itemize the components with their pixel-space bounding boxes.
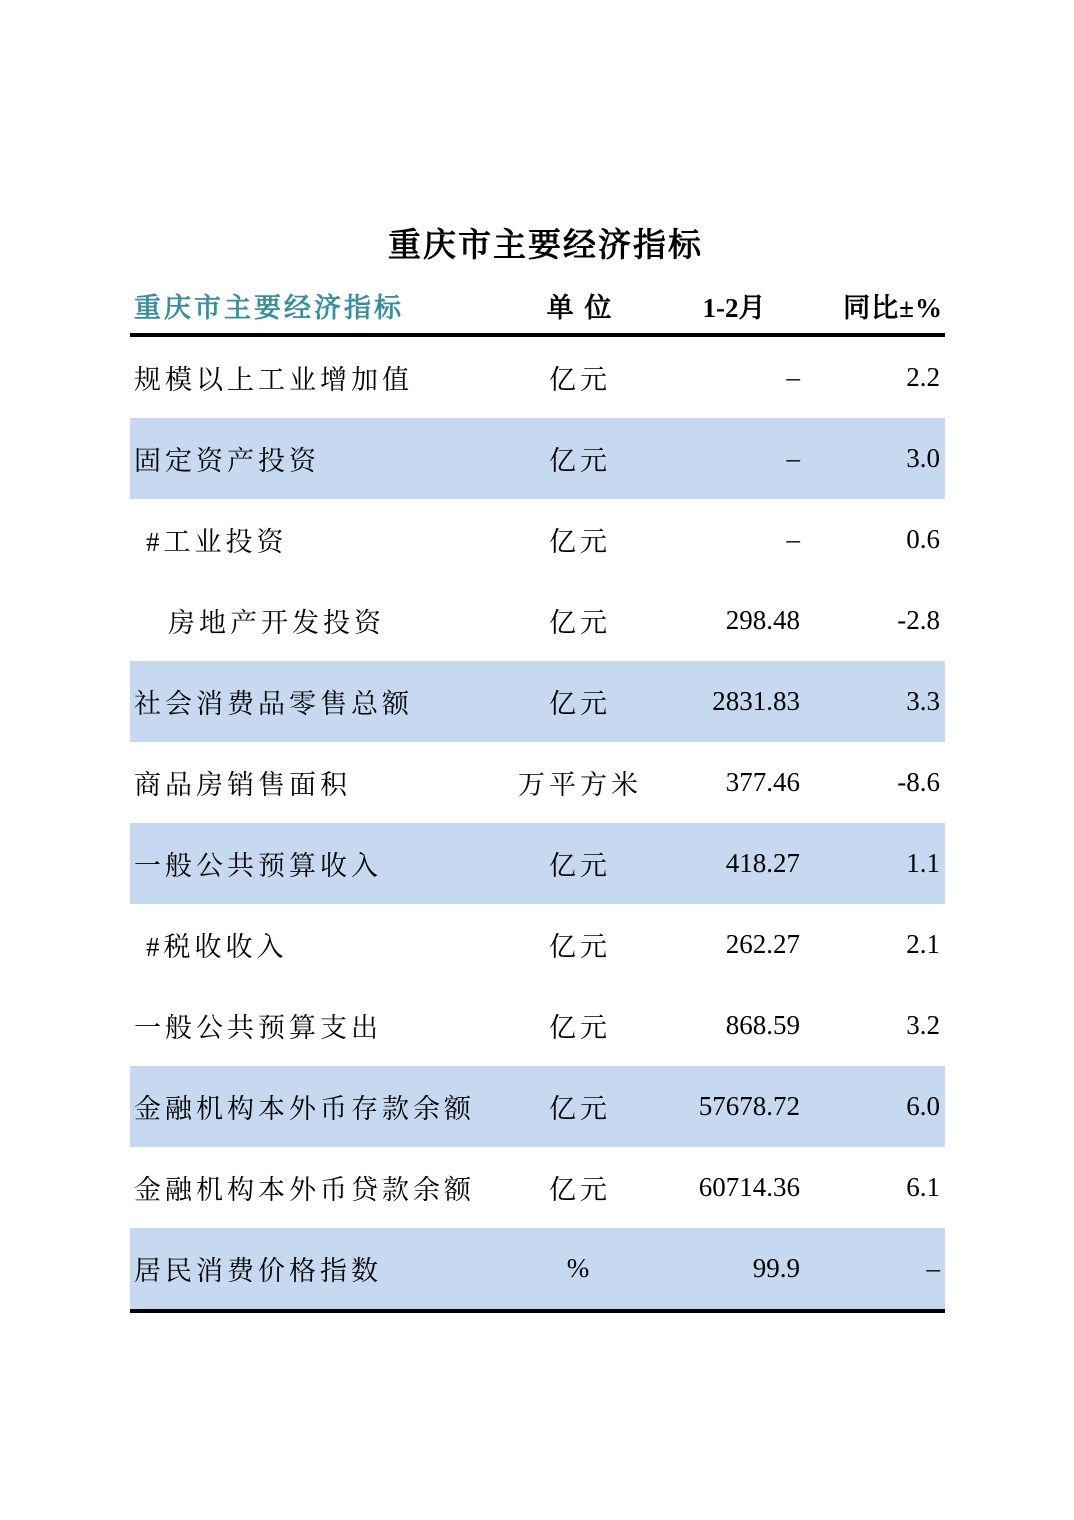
- table-row: [130, 742, 945, 823]
- row-value: 262.27: [725, 929, 800, 959]
- table-row: [130, 1147, 945, 1228]
- table-row: [130, 661, 945, 742]
- row-yoy: 3.2: [906, 1010, 940, 1040]
- row-value: 99.9: [752, 1253, 800, 1283]
- row-yoy: -8.6: [897, 767, 940, 797]
- row-label: #工业投资: [146, 527, 288, 557]
- header-period-label: 1-2月: [702, 293, 766, 323]
- row-unit: 亿元: [549, 365, 611, 395]
- row-label: 房地产开发投资: [168, 608, 385, 638]
- row-yoy: 3.0: [906, 443, 940, 473]
- row-label: 规模以上工业增加值: [134, 365, 413, 395]
- row-yoy: 0.6: [906, 524, 940, 554]
- row-yoy: 2.1: [906, 929, 940, 959]
- row-label: 固定资产投资: [134, 446, 320, 476]
- row-unit: %: [566, 1253, 594, 1283]
- row-value: 377.46: [725, 767, 800, 797]
- header-yoy-label: 同比±%: [843, 293, 943, 323]
- row-value: –: [786, 524, 800, 554]
- row-value: 57678.72: [698, 1091, 800, 1121]
- row-label: 金融机构本外币存款余额: [134, 1094, 475, 1124]
- row-label: 社会消费品零售总额: [134, 689, 413, 719]
- row-yoy: 3.3: [906, 686, 940, 716]
- header-unit-label: 单 位: [546, 293, 614, 323]
- page-title: 重庆市主要经济指标: [388, 226, 703, 263]
- row-label: 商品房销售面积: [134, 770, 351, 800]
- row-yoy: -2.8: [897, 605, 940, 635]
- row-yoy: 2.2: [906, 362, 940, 392]
- row-yoy: 6.0: [906, 1091, 940, 1121]
- row-label: 一般公共预算收入: [134, 851, 382, 881]
- table-row: [130, 904, 945, 985]
- row-unit: 亿元: [549, 689, 611, 719]
- row-label: 一般公共预算支出: [134, 1013, 382, 1043]
- row-label: 居民消费价格指数: [134, 1256, 382, 1286]
- row-value: 2831.83: [712, 686, 800, 716]
- table-row: [130, 499, 945, 580]
- row-unit: 亿元: [549, 446, 611, 476]
- table-row: [130, 418, 945, 499]
- row-yoy: 1.1: [906, 848, 940, 878]
- row-unit: 万平方米: [518, 770, 642, 800]
- table-row: [130, 1066, 945, 1147]
- table-row: [130, 580, 945, 661]
- row-label: #税收收入: [146, 932, 288, 962]
- header-indicator-label: 重庆市主要经济指标: [134, 293, 404, 323]
- row-value: 868.59: [725, 1010, 800, 1040]
- row-value: 60714.36: [698, 1172, 800, 1202]
- row-value: 298.48: [725, 605, 800, 635]
- row-value: 418.27: [725, 848, 800, 878]
- row-unit: 亿元: [549, 851, 611, 881]
- table-row: [130, 337, 945, 418]
- row-unit: 亿元: [549, 932, 611, 962]
- row-unit: 亿元: [549, 1175, 611, 1205]
- table-body: [130, 337, 945, 1313]
- table-row: [130, 985, 945, 1066]
- row-yoy: 6.1: [906, 1172, 940, 1202]
- row-unit: 亿元: [549, 608, 611, 638]
- table-row: [130, 1228, 945, 1309]
- row-yoy: –: [926, 1253, 940, 1283]
- row-unit: 亿元: [549, 527, 611, 557]
- row-unit: 亿元: [549, 1094, 611, 1124]
- economic-indicators-table: [130, 270, 945, 1313]
- table-header-row: [130, 270, 945, 337]
- row-value: –: [786, 443, 800, 473]
- row-value: –: [786, 362, 800, 392]
- table-row: [130, 823, 945, 904]
- row-label: 金融机构本外币贷款余额: [134, 1175, 475, 1205]
- row-unit: 亿元: [549, 1013, 611, 1043]
